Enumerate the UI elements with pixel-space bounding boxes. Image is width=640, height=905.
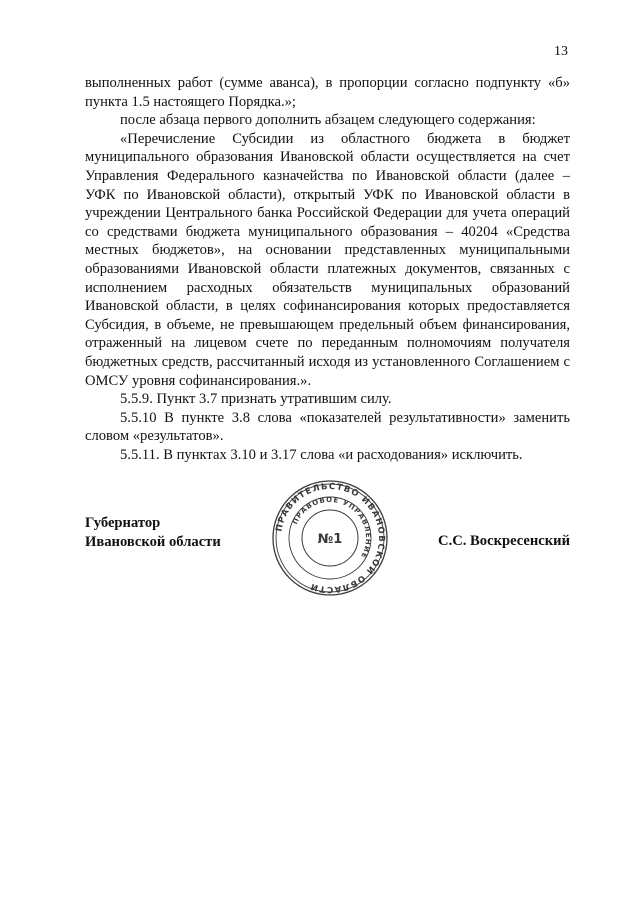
document-body	[85, 74, 570, 464]
seal-graphic	[270, 478, 390, 598]
seal-number: №1	[317, 532, 343, 547]
signatory-name: С.С. Воскресенский	[438, 533, 570, 549]
signatory-title-line: Ивановской области	[85, 533, 221, 550]
seal-outer-text: ПРАВИТЕЛЬСТВО ИВАНОВСКОЙ ОБЛАСТИ	[274, 481, 387, 595]
paragraph: 5.5.9. Пункт 3.7 признать утратившим силу.	[120, 391, 392, 408]
official-seal	[270, 478, 390, 598]
page-number: 13	[554, 44, 568, 59]
svg-text:ПРАВОВОЕ УПРАВЛЕНИЕ	[291, 496, 372, 560]
signature-block	[85, 481, 570, 604]
paragraph: 5.5.11. В пунктах 3.10 и 3.17 слова «и расходования» исключить.	[120, 446, 523, 463]
signatory-title	[85, 514, 221, 551]
seal-inner-text: ПРАВОВОЕ УПРАВЛЕНИЕ	[291, 495, 373, 560]
paragraph: 5.5.10 В пункте 3.8 слова «показателей результативности» заменить словом «результатов».	[85, 409, 570, 445]
paragraph: выполненных работ (сумме аванса), в пропорции согласно подпункту «б» пункта 1.5 настоящего Порядка.»;	[85, 75, 570, 110]
signatory-title-line: Губернатор	[85, 515, 161, 531]
paragraph: «Перечисление Субсидии из областного бюджета в бюджет муниципального образования Ивановской области осуществляется на счет Управления Федерального казначейства по Ивановской области (далее – УФК по Ивановской области), открытый УФК по Ивановской области в учреждении Центрального банка Российской Федерации для учета операций со средствами бюджета муниципального образования – 40204 «Средства местных бюджетов», на основании представленных муниципальными образованиями Ивановской области платежных документов, связанных с исполнением расходных обязательств муниципальных образований Ивановской области, в целях софинансирования которых предоставляется Субсидия, в объеме, не превышающем предельный объем финансирования, отраженный на лицевом счете по переданным полномочиям получателя бюджетных средств, рассчитанный исходя из установленного Соглашением с ОМСУ уровня софинансирования.».	[85, 130, 570, 389]
paragraph: после абзаца первого дополнить абзацем следующего содержания:	[120, 112, 536, 129]
